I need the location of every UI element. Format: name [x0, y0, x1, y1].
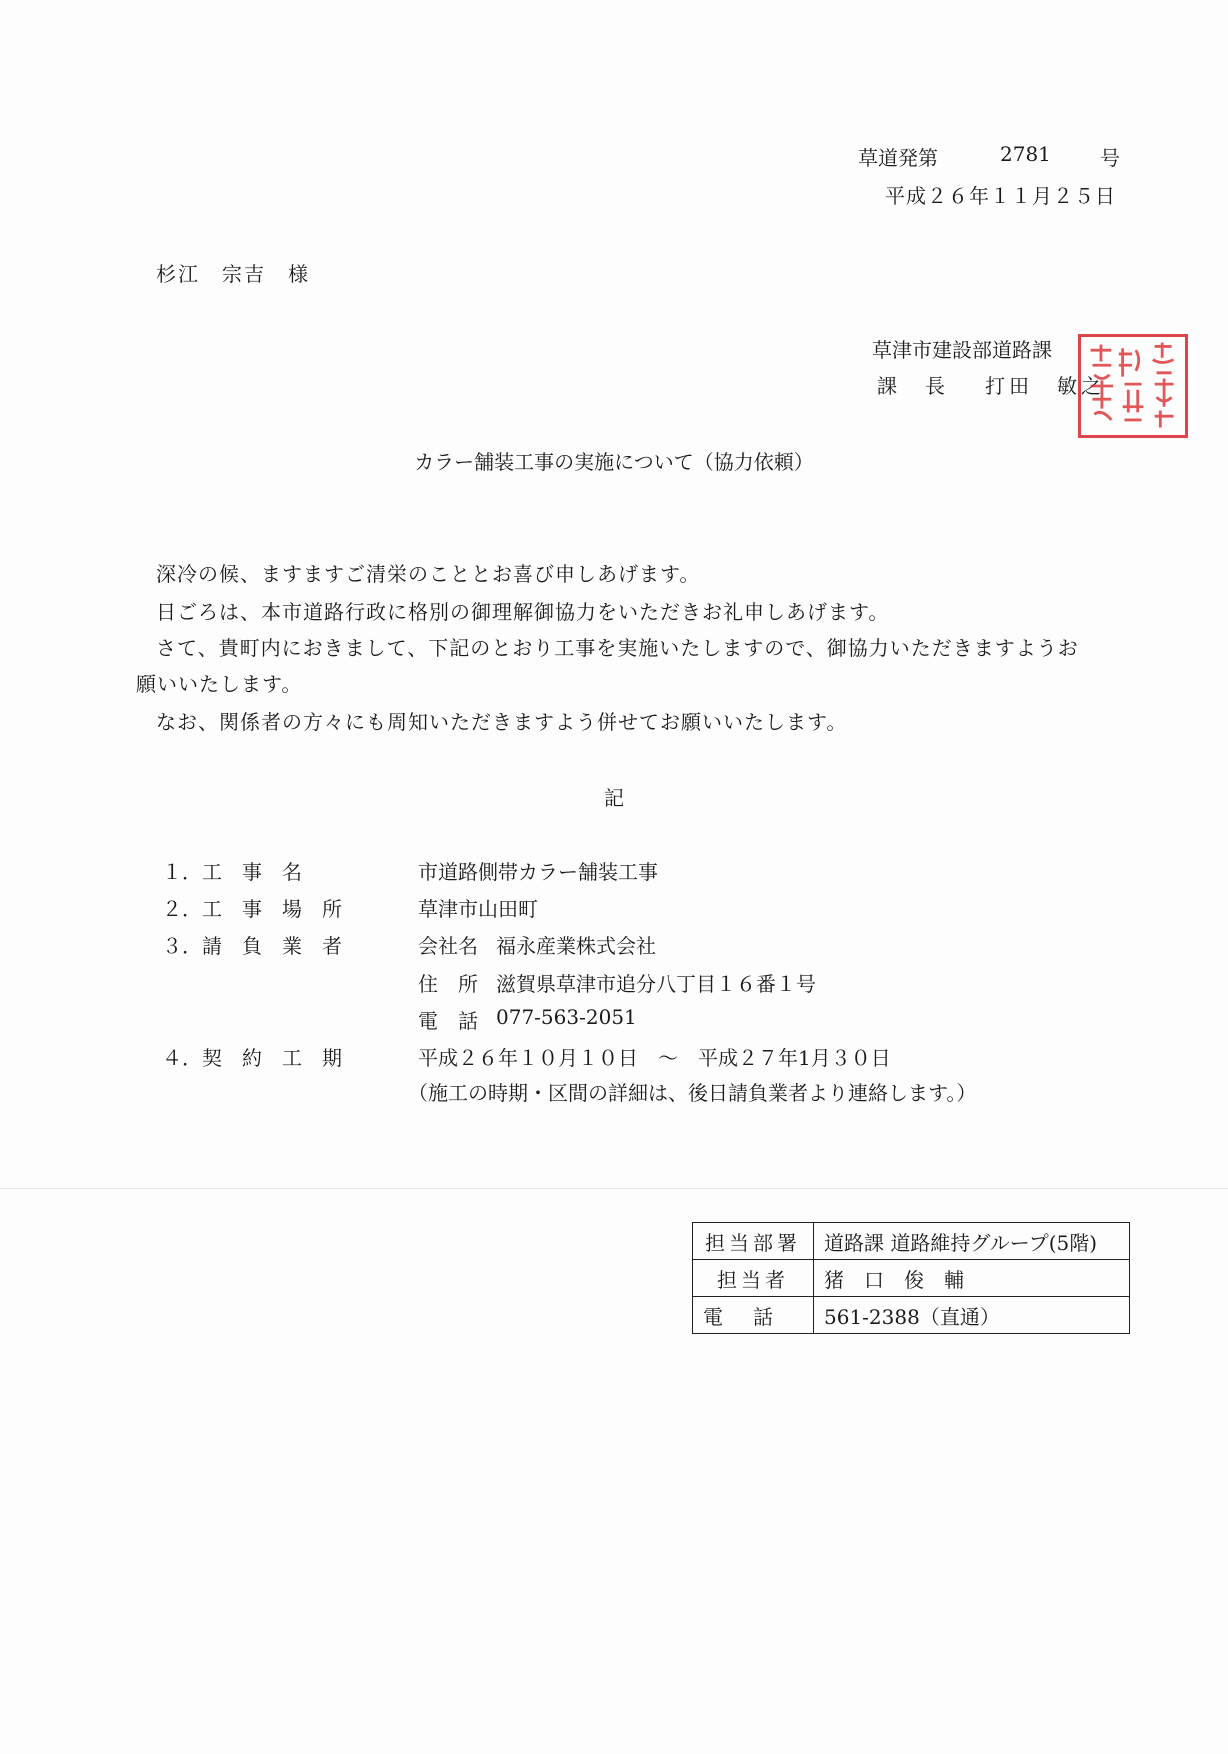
body-paragraph-greeting: 深冷の候、ますますご清栄のこととお喜び申しあげます。 — [156, 562, 701, 586]
item-label-construction-site: 工 事 場 所 — [202, 897, 342, 921]
contractor-phone: 077-563-2051 — [496, 1005, 637, 1029]
item-number: １． — [162, 860, 202, 884]
contact-table — [692, 1222, 1130, 1334]
item-number: ４． — [162, 1046, 202, 1070]
recipient-name: 杉江 宗吉 様 — [156, 262, 310, 286]
sender-title: 課 長 — [877, 374, 949, 398]
seal-icon — [1081, 337, 1185, 435]
item-value-construction-site: 草津市山田町 — [418, 897, 538, 921]
item-number: ３． — [162, 934, 202, 958]
contractor-company: 福永産業株式会社 — [496, 934, 656, 958]
official-seal-stamp — [1078, 334, 1188, 438]
contractor-address-label: 住 所 — [418, 972, 478, 996]
contractor-address: 滋賀県草津市追分八丁目１６番１号 — [496, 972, 816, 996]
item-label-construction-name: 工 事 名 — [202, 860, 302, 884]
contractor-company-label: 会社名 — [418, 934, 478, 958]
paper-fold-line — [0, 1188, 1228, 1189]
item-value-contract-period: 平成２６年１０月１０日 ～ 平成２７年1月３０日 — [418, 1046, 891, 1070]
item-label-contractor: 請 負 業 者 — [202, 934, 342, 958]
item-number: ２． — [162, 897, 202, 921]
contact-phone-label: 電話 — [693, 1297, 814, 1334]
item-label-contract-period: 契 約 工 期 — [202, 1046, 342, 1070]
item-value-construction-name: 市道路側帯カラー舗装工事 — [418, 860, 658, 884]
document-number-suffix: 号 — [1100, 146, 1120, 170]
body-paragraph-request: さて、貴町内におきまして、下記のとおり工事を実施いたしますので、御協力いただきますようお — [156, 636, 1079, 660]
contractor-phone-label: 電 話 — [418, 1009, 478, 1033]
table-row — [693, 1260, 1130, 1297]
contact-dept: 道路課 道路維持グループ(5階) — [814, 1223, 1130, 1260]
body-paragraph-notice: なお、関係者の方々にも周知いただきますよう併せてお願いいたします。 — [156, 710, 848, 734]
document-date: 平成２６年１１月２５日 — [885, 184, 1116, 208]
sender-department: 草津市建設部道路課 — [872, 338, 1052, 362]
table-row — [693, 1223, 1130, 1260]
body-paragraph-request-continued: 願いいたします。 — [136, 672, 303, 696]
sender-name: 打田 敏之 — [985, 374, 1105, 398]
document-number-label: 草道発第 — [858, 146, 938, 170]
contract-period-note: （施工の時期・区間の詳細は、後日請負業者より連絡します。） — [408, 1081, 977, 1105]
contact-person-label: 担当者 — [693, 1260, 814, 1297]
ki-heading: 記 — [604, 786, 624, 810]
contact-phone: 561-2388（直通） — [814, 1297, 1130, 1334]
table-row — [693, 1297, 1130, 1334]
document-number: 2781 — [1000, 142, 1051, 166]
contact-dept-label: 担当部署 — [693, 1223, 814, 1260]
body-paragraph-thanks: 日ごろは、本市道路行政に格別の御理解御協力をいただきお礼申しあげます。 — [156, 600, 890, 624]
contact-person: 猪 口 俊 輔 — [814, 1260, 1130, 1297]
letter-title: カラー舗装工事の実施について（協力依頼） — [414, 450, 814, 474]
